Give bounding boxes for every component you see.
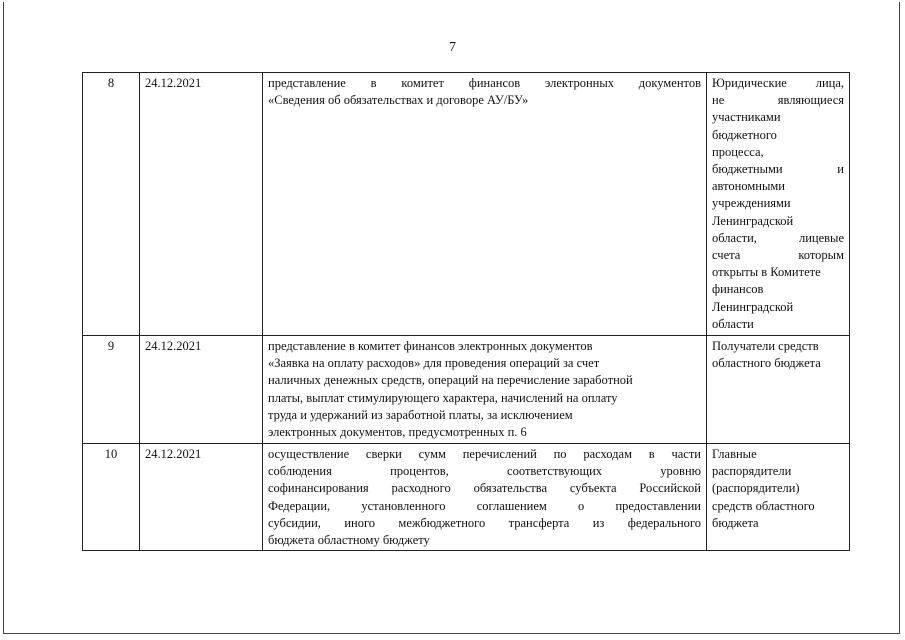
recipients-line: автономными — [712, 179, 785, 194]
table-row — [83, 336, 850, 444]
row-date: 24.12.2021 — [140, 73, 263, 336]
recipients-line: области — [712, 316, 754, 331]
recipients-line: бюджетного — [712, 127, 777, 142]
recipients-line: областного бюджета — [712, 356, 821, 371]
row-description — [263, 444, 707, 551]
recipients-line: Главные — [712, 447, 757, 461]
recipients-line: Юридические лица, — [712, 76, 844, 90]
row-date: 24.12.2021 — [140, 444, 263, 551]
description-line: «Сведения об обязательствах и договоре АУ/БУ» — [268, 93, 529, 108]
row-recipients — [707, 336, 850, 444]
recipients-line: средств областного — [712, 498, 815, 513]
recipients-line: процесса, — [712, 144, 764, 159]
table-row — [83, 73, 850, 336]
description-line: электронных документов, предусмотренных п. 6 — [268, 425, 527, 440]
recipients-line: финансов — [712, 282, 764, 297]
recipients-line: участниками — [712, 110, 781, 125]
description-line: «Заявка на оплату расходов» для проведения операций за счет — [268, 356, 600, 371]
description-line: представление в комитет финансов электронных документов — [268, 339, 593, 353]
description-line: бюджета областному бюджету — [268, 533, 430, 548]
row-description — [263, 73, 707, 336]
recipients-line: счета которым — [712, 248, 844, 263]
row-number: 10 — [83, 444, 140, 551]
recipients-line: распорядители — [712, 464, 792, 479]
recipients-line: Получатели средств — [712, 339, 819, 353]
page-number: 7 — [449, 40, 456, 55]
recipients-line: области, лицевые — [712, 230, 844, 245]
recipients-line: бюджетными и — [712, 162, 844, 177]
row-number: 8 — [83, 73, 140, 336]
table-body — [83, 73, 850, 551]
recipients-line: бюджета — [712, 515, 759, 530]
description-line: наличных денежных средств, операций на перечисление заработной — [268, 373, 633, 388]
description-line: осуществление сверки сумм перечислений по расходам в части — [268, 447, 701, 461]
schedule-table — [82, 72, 850, 551]
recipients-line: Ленинградской — [712, 299, 794, 314]
description-line: субсидии, иного межбюджетного трансферта из федерального — [268, 515, 701, 530]
description-line: платы, выплат стимулирующего характера, начислений на оплату — [268, 390, 618, 405]
recipients-line: (распорядители) — [712, 481, 800, 496]
recipients-line: не являющиеся — [712, 93, 844, 108]
row-date: 24.12.2021 — [140, 336, 263, 444]
recipients-line: Ленинградской — [712, 213, 794, 228]
recipients-line: открыты в Комитете — [712, 265, 821, 280]
description-line: труда и удержаний из заработной платы, за исключением — [268, 407, 573, 422]
row-recipients — [707, 444, 850, 551]
recipients-line: учреждениями — [712, 196, 791, 211]
description-line: соблюдения процентов, соответствующих уровню — [268, 464, 701, 479]
row-description — [263, 336, 707, 444]
description-line: софинансирования расходного обязательства субъекта Российской — [268, 481, 701, 496]
description-line: Федерации, установленного соглашением о предоставлении — [268, 498, 701, 513]
row-recipients — [707, 73, 850, 336]
description-line: представление в комитет финансов электронных документов — [268, 76, 701, 90]
table-row — [83, 444, 850, 551]
row-number: 9 — [83, 336, 140, 444]
